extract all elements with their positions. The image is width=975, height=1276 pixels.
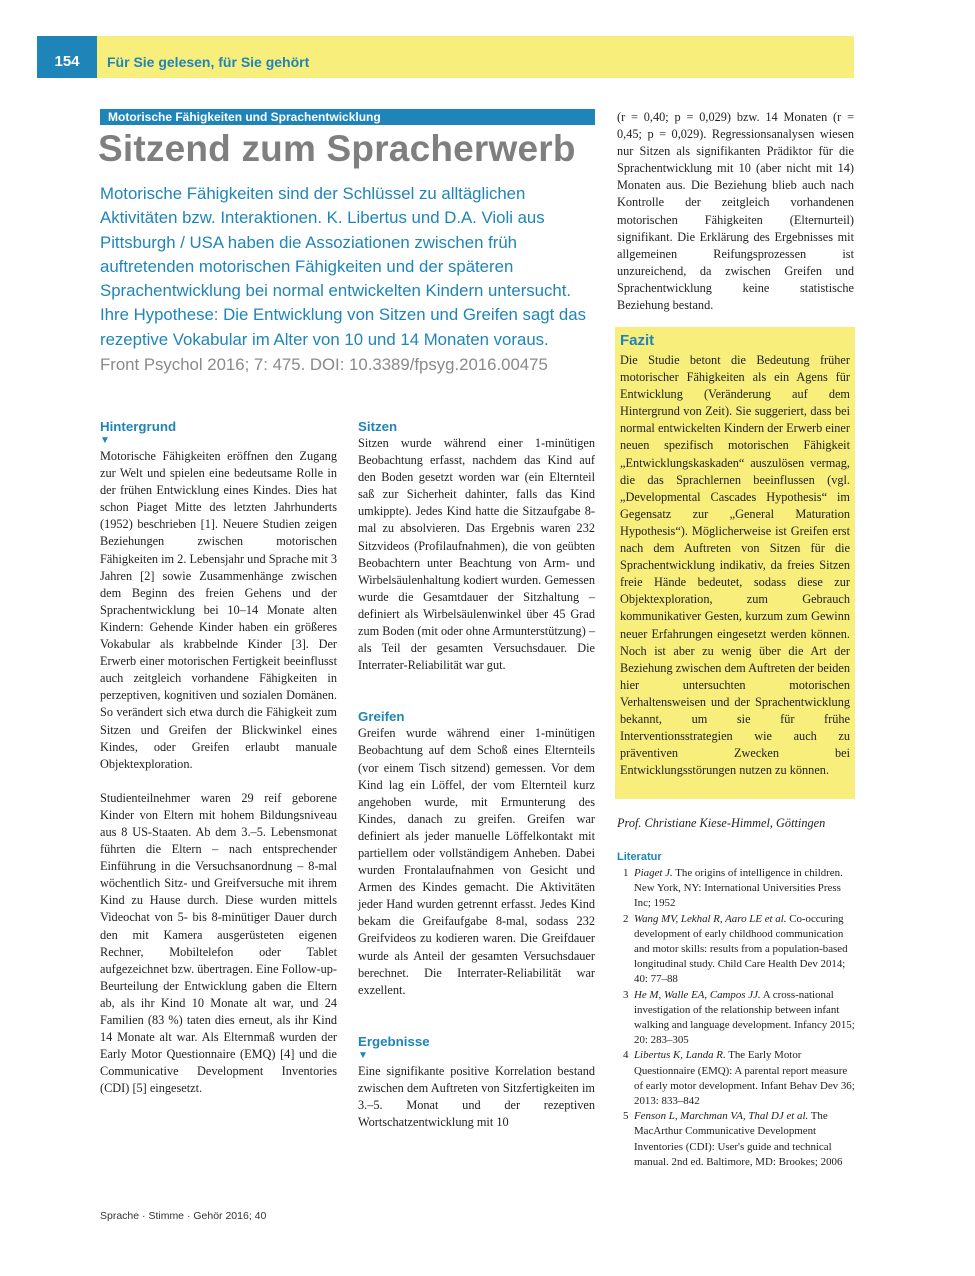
column-2 <box>358 418 595 1131</box>
paragraph: (r = 0,40; p = 0,029) bzw. 14 Monaten (r = 0,45; p = 0,029). Regressionsanalysen wiesen nur Sitzen als signifikanten Prädiktor für die Sprachentwicklung mit 10 (aber nicht mit 14) Monaten aus. Die Beziehung blieb auch nach Kontrolle der zeitgleich vorhandenen motorischen Fähigkeiten (Elternurteil) signifikant. Die Erklärung des Ergebnisses mit allgemeinen Reifungsprozessen ist unzureichend, da zwischen Greifen und Sprachentwicklung keine statistische Beziehung bestand. <box>617 110 854 313</box>
article-title: Sitzend zum Spracherwerb <box>98 128 576 169</box>
running-header <box>37 36 854 78</box>
fazit-text: Die Studie betont die Bedeutung früher motorischer Fähigkeiten als ein Agens für Entwicklung (Veränderung auf dem Hintergrund von Zeit). Sie suggeriert, dass bei normal entwickelten Kindern der Erwerb einer neuen spezifisch motorischen Fähigkeit „Entwicklungskaskaden“ auszulösen vermag, die das Sprachlernen beeinflussen (vgl. „Developmental Cascades Hypothesis“ im Gegensatz zur „General Maturation Hypothesis“). Möglicherweise ist Greifen erst nach dem Auftreten von Sitzen für die Sprachentwicklung indikativ, da freies Sitzen freie Hände bedeutet, sodass diese zur Objektexploration, zum Gebrauch kommunikativer Gesten, kurzum zum Gewinn neuer Erfahrungen eingesetzt werden können. Noch ist aber zu wenig über die Art der Beziehung zwischen dem Auftreten der beiden hier untersuchten motorischen Verhaltensweisen und der Sprachentwicklung bekannt, um sie für frühe Interventionsstrategien wie auch zu präventiven Zwecken bei Entwicklungsstörungen nutzen zu können. <box>620 353 850 778</box>
article-citation: Front Psychol 2016; 7: 475. DOI: 10.3389/fpsyg.2016.00475 <box>100 355 548 374</box>
triangle-down-icon: ▼ <box>100 435 110 446</box>
reference-item: 4 Libertus K, Landa R. The Early Motor Questionnaire (EMQ): A parental report measure of early motor development. Infant Behav Dev 36; 2013: 833–842 <box>623 1049 855 1108</box>
reference-item: 5 Fenson L, Marchman VA, Thal DJ et al. The MacArthur Communicative Development Inventories (CDI): User's guide and technical manual. 2nd ed. Baltimore, MD: Brookes; 2006 <box>623 1110 843 1168</box>
section-label: Für Sie gelesen, für Sie gehört <box>107 54 310 70</box>
paragraph: Eine signifikante positive Korrelation bestand zwischen dem Auftreten von Sitzfertigkeiten im 3.–5. Monat und der rezeptiven Wortschatzentwicklung mit 10 <box>358 1063 595 1130</box>
reference-item: 1 Piaget J. The origins of intelligence in children. New York, NY: International Universities Press Inc; 1952 <box>623 867 843 910</box>
reference-item: 2 Wang MV, Lekhal R, Aaro LE et al. Co-occuring development of early childhood communication and motor skills: results from a population-based longitudinal study. Child Care Health Dev 2014; 40: 77–88 <box>623 912 848 986</box>
literature-heading: Literatur <box>617 851 662 863</box>
paragraph: Greifen wurde während einer 1-minütigen Beobachtung auf dem Schoß eines Elternteils (vor einem Tisch sitzend) gemessen. Vor dem Kind lag ein Löffel, der vom Elternteil kurz angehoben wurde, mit Ermunterung des Kindes, danach zu greifen. Greifen war definiert als jeder manuelle Löffelkontakt mit partiellem oder vollständigem Anheben. Dabei wurden Frontalaufnahmen von Gesicht und Armen des Kindes gemacht. Die Aktivitäten jeder Hand wurden getrennt erfasst. Jedes Kind bekam die Greifaufgabe 8-mal, sodass 232 Greifvideos zu kodieren waren. Die Greifdauer wurde als Anteil der gesamten Versuchsdauer berechnet. Die Interrater-Reliabilität war exzellent. <box>358 726 595 997</box>
section-heading-greifen: Greifen <box>358 709 405 725</box>
paragraph: Sitzen wurde während einer 1-minütigen Beobachtung erfasst, nachdem das Kind auf den Boden gesetzt worden war (ein Elternteil saß zur Sicherheit dahinter, falls das Kind umkippte). Jedes Kind hatte die Sitzaufgabe 8-mal zu absolvieren. Das Ergebnis waren 232 Sitzvideos (Profilaufnahmen), die von geübten Beobachtern unter Beachtung von Arm- und Wirbelsäulenhaltung kodiert wurden. Gemessen wurde die Gesamtdauer der Sitzhaltung – definiert als Wirbelsäulenwinkel über 45 Grad zum Boden (mit oder ohne Armunterstützung) – als Teil der gesamten Versuchsdauer. Die Interrater-Reliabilität war gut. <box>358 436 596 673</box>
article-lead: Motorische Fähigkeiten sind der Schlüssel zu alltäglichen Aktivitäten bzw. Interaktionen. K. Libertus und D.A. Violi aus Pittsburgh / USA haben die Assoziationen zwischen früh auftretenden motorischen Fähigkeiten und der späteren Sprachentwicklung bei normal entwickelten Kindern untersucht. Ihre Hypothese: Die Entwicklung von Sitzen und Greifen sagt das rezeptive Vokabular im Alter von 10 und 14 Monaten voraus. <box>100 184 586 349</box>
reference-item: 3 He M, Walle EA, Campos JJ. A cross-national investigation of the relationship between infant walking and language development. Infancy 2015; 20: 283–305 <box>623 988 855 1047</box>
author-signature: Prof. Christiane Kiese-Himmel, Göttingen <box>617 816 826 830</box>
fazit-box <box>615 327 855 799</box>
paragraph: Motorische Fähigkeiten eröffnen den Zugang zur Welt und spielen eine bedeutsame Rolle in der frühen Entwicklung eines Kindes. Dies hat schon Piaget Mitte des letzten Jahrhunderts (1952) beschrieben [1]. Neuere Studien zeigen Beziehungen zwischen motorischen Fähigkeiten im 2. Lebensjahr und Sprache mit 3 Jahren [2] sowie Zusammenhänge zwischen dem Beginn des freien Gehens und der Sprachentwicklung bei 10–14 Monate alten Kindern: Gehende Kinder haben ein größeres Vokabular als krabbelnde Kinder [3]. Der Erwerb einer motorischen Fertigkeit beeinflusst auch zeitgleich vorhandene Fähigkeiten in perzeptiven, kognitiven und sozialen Domänen. So verändert sich etwa durch die Fähigkeit zum Sitzen und Greifen der Blickwinkel eines Kindes, oder Greifen erlaubt manuale Objektexploration. <box>100 449 338 771</box>
journal-footer: Sprache · Stimme · Gehör 2016; 40 <box>100 1210 267 1222</box>
section-heading-ergebnisse: Ergebnisse <box>358 1033 430 1049</box>
column-1 <box>100 418 337 1097</box>
section-heading-hintergrund: Hintergrund <box>100 419 177 434</box>
paragraph: Studienteilnehmer waren 29 reif geborene Kinder von Eltern mit hohem Bildungsniveau aus 8 US-Staaten. Ab dem 3.–5. Lebensmonat führten die Eltern – nach entsprechender Einführung in die Versuchsanordnung – 8-mal wöchentlich Sitz- und Greifversuche mit ihrem Kind zu Hause durch. Diese wurden mittels Videochat von 5- bis 8-minütiger Dauer durch den mit Kamera ausgerüsteten eigenen Rechner, Mobiltelefon oder Tablet aufgezeichnet bzw. übertragen. Eine Follow-up-Beurteilung der Entwicklung gaben die Eltern ab, als ihr Kind 10 Monate alt war, und 24 Familien (83 %) taten dies erneut, als ihr Kind 14 Monate alt war. Als Elternmaß wurden der Early Motor Questionnaire (EMQ) [4] und die Communicative Development Inventories (CDI) [5] eingesetzt. <box>100 790 337 1096</box>
section-heading-sitzen: Sitzen <box>358 419 398 434</box>
reference-list <box>617 866 855 1170</box>
column-3 <box>617 109 854 314</box>
category-label: Motorische Fähigkeiten und Sprachentwicklung <box>100 109 595 125</box>
triangle-down-icon: ▼ <box>358 1049 368 1061</box>
fazit-heading: Fazit <box>620 332 655 349</box>
page-number: 154 <box>37 36 97 78</box>
